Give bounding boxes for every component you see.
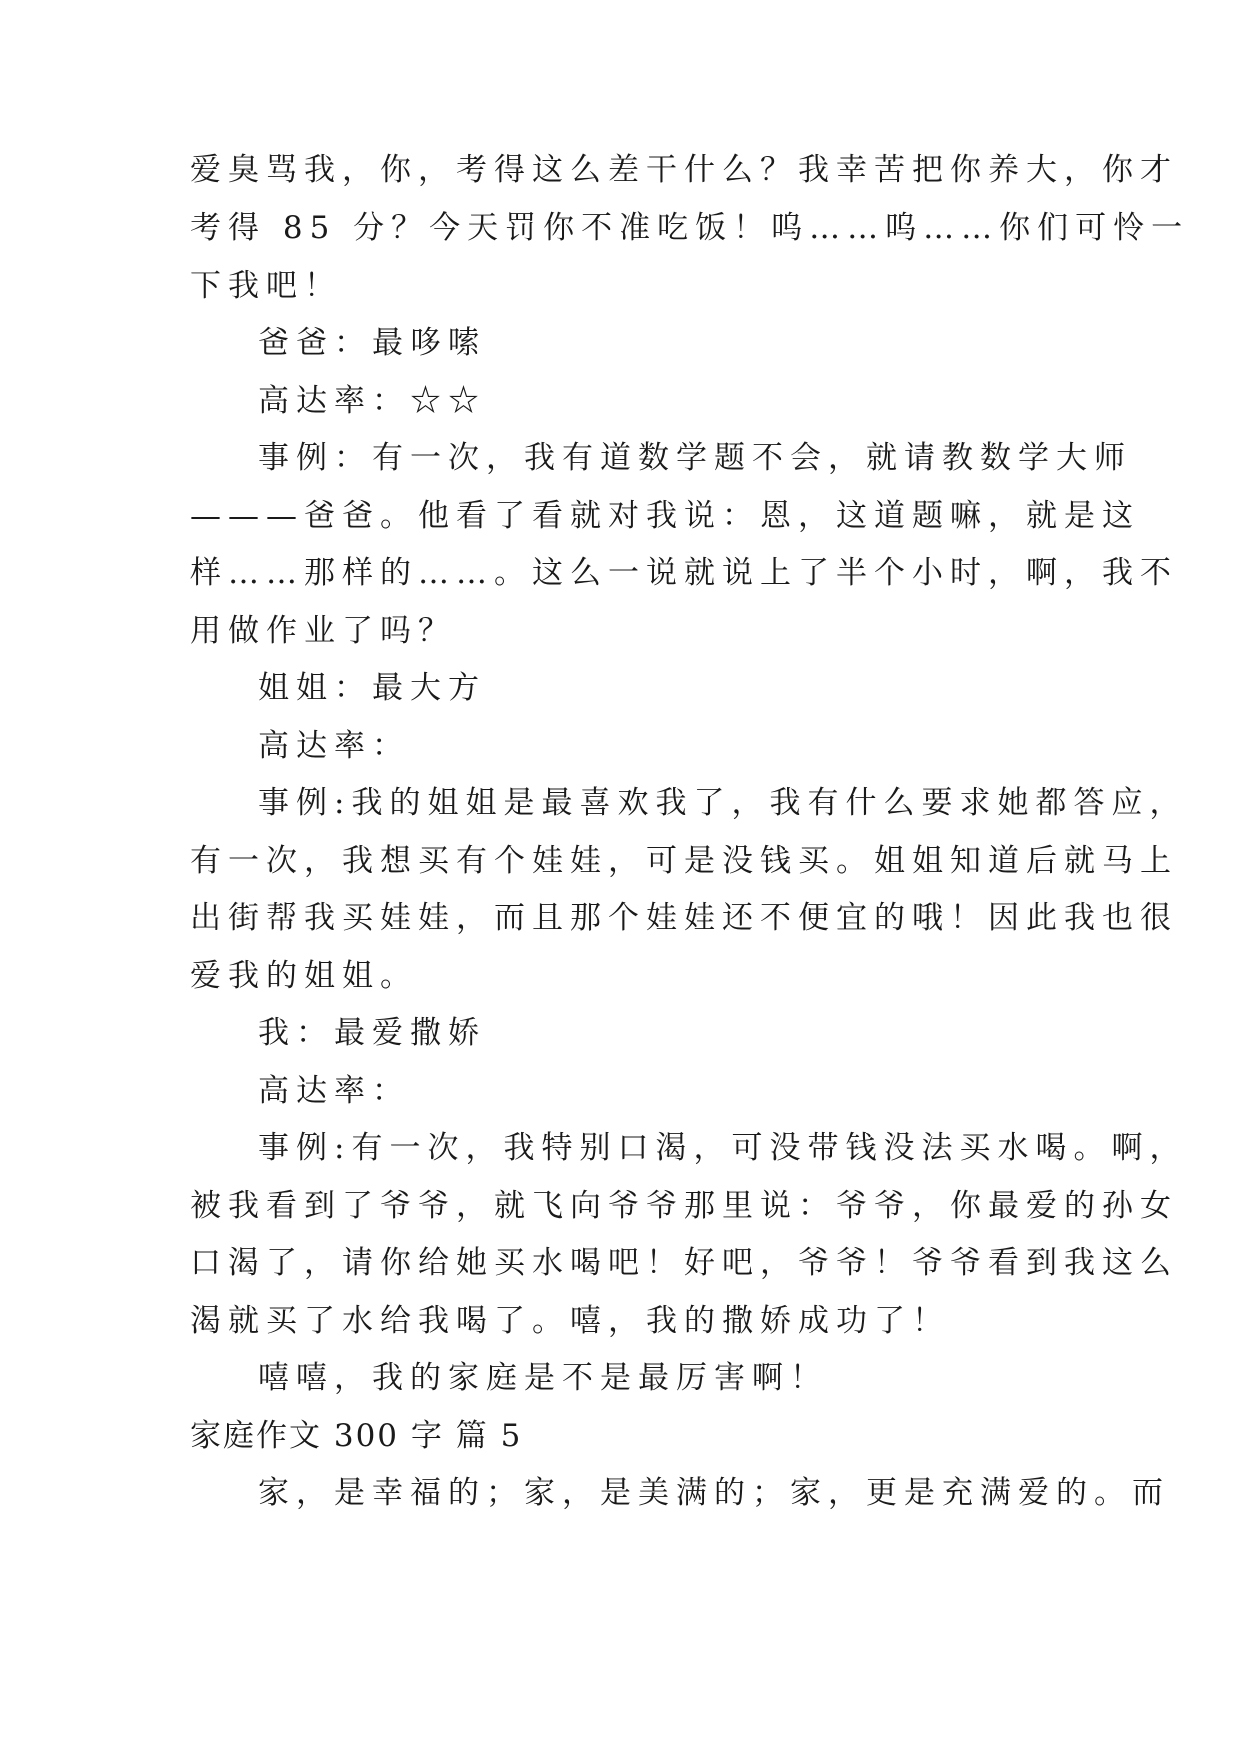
text-line: 爱臭骂我，你，考得这么差干什么？我幸苦把你养大，你才 xyxy=(190,152,1178,188)
text-line: 用做作业了吗？ xyxy=(190,613,456,649)
text-line: 有一次，我想买有个娃娃，可是没钱买。姐姐知道后就马上 xyxy=(190,843,1178,879)
section-heading: 家庭作文 300 字 篇 5 xyxy=(190,1418,523,1454)
text-line: 事例：有一次，我有道数学题不会，就请教数学大师 xyxy=(258,440,1132,476)
text-line: 高达率： xyxy=(258,1073,410,1109)
text-line: 被我看到了爷爷，就飞向爷爷那里说：爷爷，你最爱的孙女 xyxy=(190,1188,1178,1224)
text-line: 口渴了，请你给她买水喝吧！好吧，爷爷！爷爷看到我这么 xyxy=(190,1245,1178,1281)
text-line: 下我吧！ xyxy=(190,268,342,304)
text-line: ———爸爸。他看了看就对我说：恩，这道题嘛，就是这 xyxy=(190,498,1140,534)
text-line: 事例:有一次，我特别口渴，可没带钱没法买水喝。啊， xyxy=(258,1130,1188,1166)
text-line: 嘻嘻，我的家庭是不是最厉害啊！ xyxy=(258,1360,828,1396)
text-line: 考得 85 分？今天罚你不准吃饭！呜……呜……你们可怜一 xyxy=(190,210,1190,246)
text-line: 事例:我的姐姐是最喜欢我了，我有什么要求她都答应， xyxy=(258,785,1188,821)
text-line: 姐姐：最大方 xyxy=(258,670,486,706)
text-line: 高达率：☆☆ xyxy=(258,383,486,419)
text-line: 出街帮我买娃娃，而且那个娃娃还不便宜的哦！因此我也很 xyxy=(190,900,1178,936)
text-line: 爸爸：最哆嗦 xyxy=(258,325,486,361)
text-line: 渴就买了水给我喝了。嘻，我的撒娇成功了！ xyxy=(190,1303,950,1339)
text-line: 样……那样的……。这么一说就说上了半个小时，啊，我不 xyxy=(190,555,1178,591)
text-line: 爱我的姐姐。 xyxy=(190,958,418,994)
text-line: 我：最爱撒娇 xyxy=(258,1015,486,1051)
text-line: 家，是幸福的；家，是美满的；家，更是充满爱的。而 xyxy=(258,1475,1170,1511)
text-line: 高达率： xyxy=(258,728,410,764)
